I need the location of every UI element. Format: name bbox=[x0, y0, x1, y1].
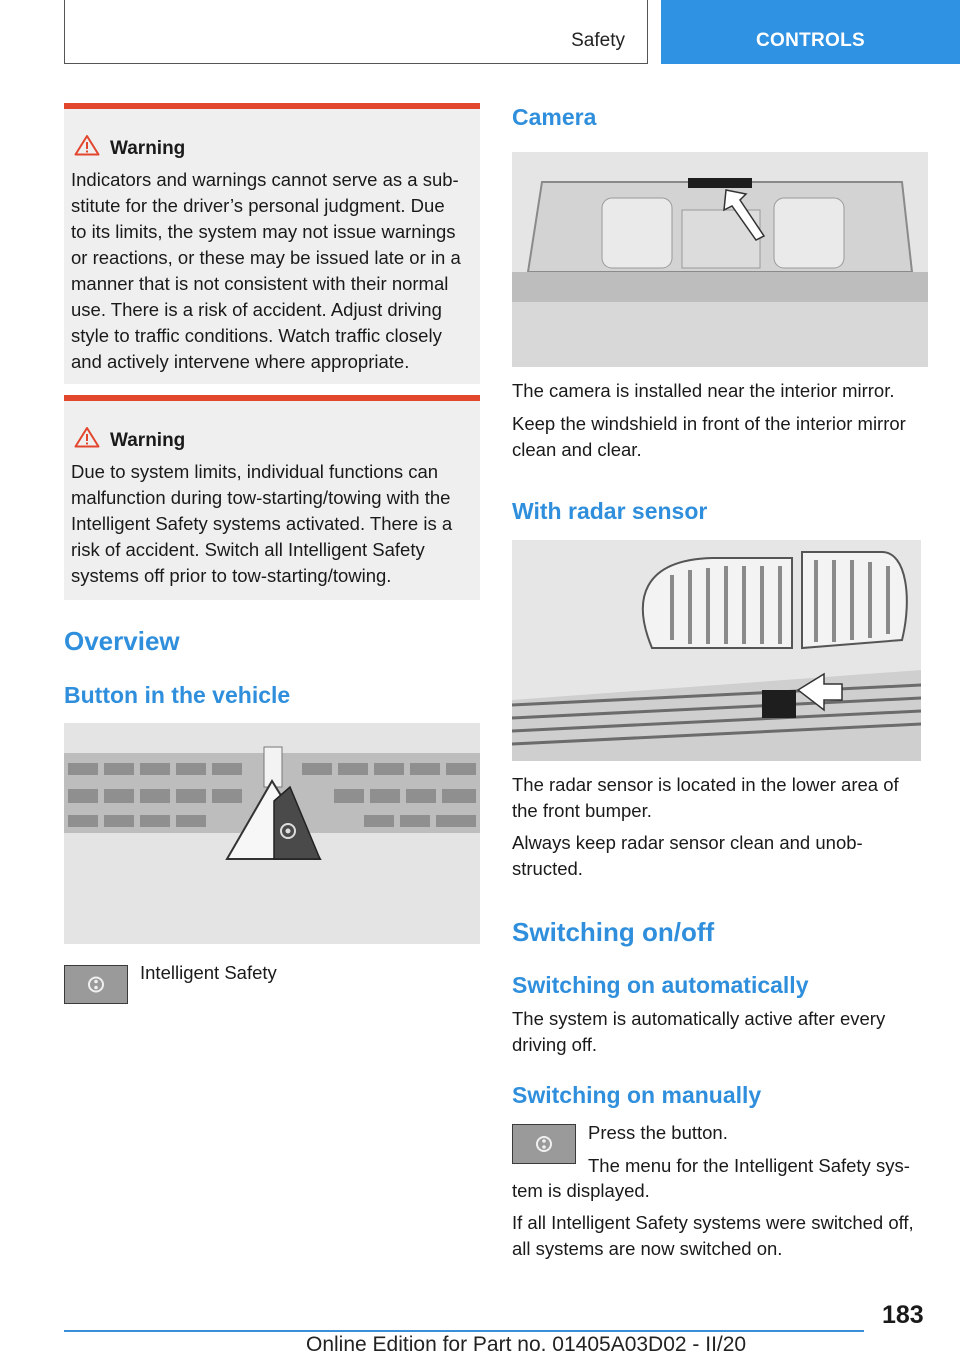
page-number: 183 bbox=[882, 1301, 924, 1329]
chapter-tab[interactable] bbox=[661, 0, 960, 64]
radar-text-1: The radar sensor is located in the lower area of the front bumper. bbox=[512, 774, 899, 821]
camera-location-image bbox=[512, 152, 928, 367]
button-location-image bbox=[64, 723, 480, 944]
warning-triangle-icon bbox=[74, 426, 100, 448]
overview-heading: Overview bbox=[64, 626, 180, 656]
intelligent-safety-icon bbox=[64, 965, 128, 1004]
warning-text: Indicators and warnings cannot serve as a sub- stitute for the driver’s personal judgment. Due to its limits, the system may not issue warnings or reactions, or these may be issued late or in a manner that is not consistent with their normal use. There is a risk of accident. Adjust driving style to traffic conditions. Watch traffic closely and actively intervene where appropriate. bbox=[71, 169, 461, 372]
section-title: Safety bbox=[571, 30, 625, 51]
radar-location-image bbox=[512, 540, 921, 761]
warning-box-1 bbox=[64, 103, 480, 384]
footer-divider bbox=[64, 1330, 864, 1332]
switching-manual-heading: Switching on manually bbox=[512, 1082, 762, 1108]
switching-heading: Switching on/off bbox=[512, 917, 715, 947]
switching-auto-text: The system is automatically active after every driving off. bbox=[512, 1008, 886, 1055]
manual-text-2: If all Intelligent Safety systems were switched off, all systems are now switched on. bbox=[512, 1212, 914, 1259]
camera-text-1: The camera is installed near the interior mirror. bbox=[512, 380, 895, 401]
warning-title: Warning bbox=[110, 430, 186, 451]
camera-heading: Camera bbox=[512, 104, 597, 130]
intelligent-safety-label: Intelligent Safety bbox=[140, 962, 277, 983]
chapter-title: CONTROLS bbox=[755, 30, 865, 51]
warning-text: Due to system limits, individual functions can malfunction during tow-starting/towing with the Intelligent Safety systems activated. There is a risk of accident. Switch all Intelligent Safety systems off prior to tow-starting/towing. bbox=[71, 461, 453, 586]
warning-triangle-icon bbox=[74, 134, 100, 156]
intelligent-safety-icon bbox=[512, 1124, 576, 1164]
manual-menu-text-2: tem is displayed. bbox=[512, 1180, 650, 1201]
switching-auto-heading: Switching on automatically bbox=[512, 972, 809, 998]
radar-heading: With radar sensor bbox=[512, 498, 708, 524]
button-in-vehicle-heading: Button in the vehicle bbox=[64, 682, 291, 708]
manual-press-text: Press the button. bbox=[588, 1122, 728, 1143]
warning-box-2 bbox=[64, 395, 480, 600]
footer-edition: Online Edition for Part no. 01405A03D02 - II/20 bbox=[306, 1333, 747, 1356]
radar-text-2: Always keep radar sensor clean and unob- structed. bbox=[512, 832, 863, 879]
camera-text-2: Keep the windshield in front of the interior mirror clean and clear. bbox=[512, 413, 906, 460]
manual-menu-text-1: The menu for the Intelligent Safety sys- bbox=[588, 1155, 910, 1176]
header-section-box bbox=[64, 0, 648, 64]
warning-title: Warning bbox=[110, 138, 186, 159]
